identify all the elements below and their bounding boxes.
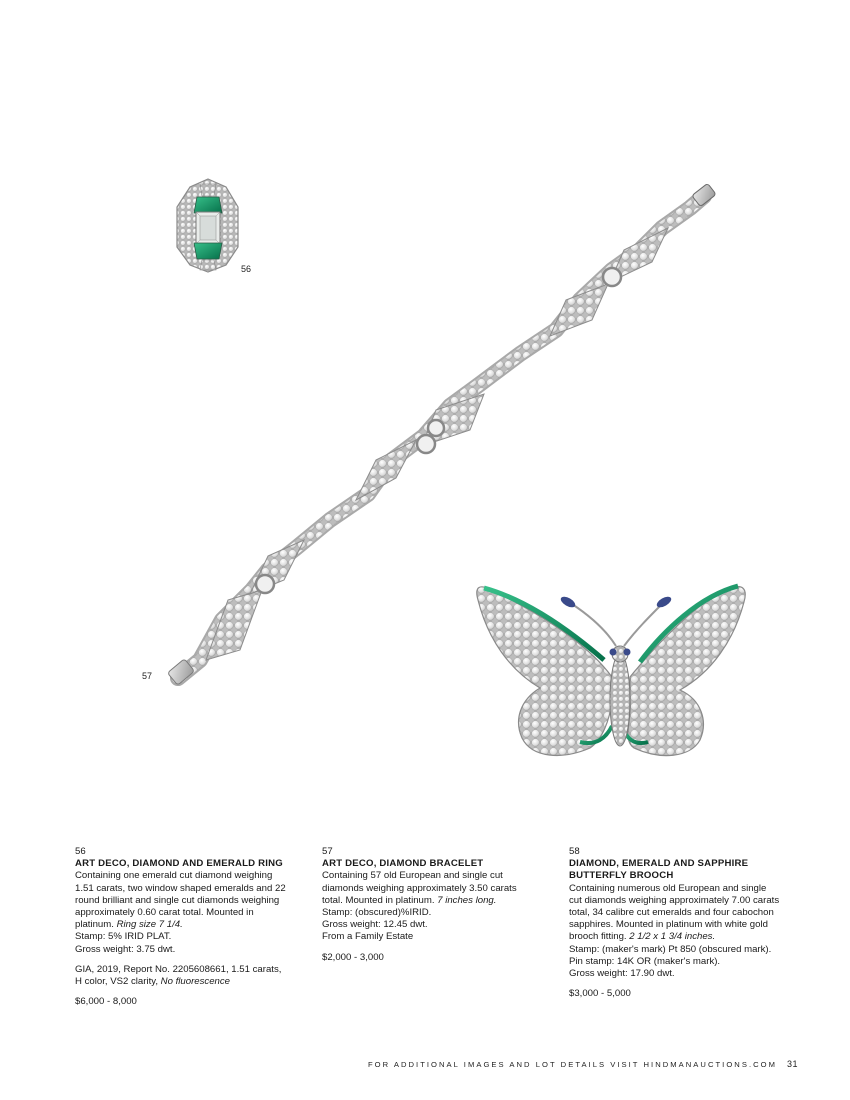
lot-note: H color, VS2 clarity, No fluorescence [75,976,230,988]
lot-estimate: $6,000 - 8,000 [75,996,137,1008]
lot-text-line: brooch fitting. 2 1/2 x 1 3/4 inches. [569,931,716,943]
lot-estimate: $2,000 - 3,000 [322,951,384,963]
lot-pin-stamp: Pin stamp: 14K OR (maker's mark). [569,955,721,967]
page-number: 31 [786,1059,798,1069]
lot-weight: Gross weight: 17.90 dwt. [569,968,675,980]
lot-text-line: sapphires. Mounted in platinum with white gold [569,919,768,931]
lot-stamp: Stamp: 5% IRID PLAT. [75,931,172,943]
lot-number: 56 [75,846,86,857]
lot-text-line: approximately 0.60 carat total. Mounted in [75,907,254,919]
lot-text-line: 1.51 carats, two window shaped emeralds and 22 [75,882,286,894]
lot-note: GIA, 2019, Report No. 2205608661, 1.51 carats, [75,963,282,975]
footer-text: FOR ADDITIONAL IMAGES AND LOT DETAILS VISIT HINDMANAUCTIONS.COM [367,1060,777,1069]
lot-text-line: total. Mounted in platinum. 7 inches long. [322,894,497,906]
lot-title: DIAMOND, EMERALD AND SAPPHIRE [569,858,749,870]
lot-text-line: platinum. Ring size 7 1/4. [75,919,183,931]
lot-stamp: Stamp: (maker's mark) Pt 850 (obscured mark). [569,943,772,955]
ring-figure-label: 56 [241,264,252,274]
lot-number: 57 [322,846,333,857]
lot-weight: Gross weight: 12.45 dwt. [322,919,428,931]
bracelet-photo [167,183,716,685]
bracelet-figure-label: 57 [142,671,153,681]
brooch-dimensions: 2 1/2 x 1 3/4 inches. [629,931,716,943]
lot-provenance: From a Family Estate [322,931,414,943]
lot-text-line: total, 34 calibre cut emeralds and four cabochon [569,907,774,919]
bracelet-length: 7 inches long. [437,894,497,906]
lot-56-description [75,846,315,1008]
lot-estimate: $3,000 - 5,000 [569,988,631,1000]
lot-text-line: cut diamonds weighing approximately 7.00 carats [569,894,780,906]
lot-title: ART DECO, DIAMOND AND EMERALD RING [75,858,283,870]
lot-stamp: Stamp: (obscured)%IRID. [322,907,432,919]
lot-number: 58 [569,846,580,857]
lot-text-line: round brilliant and single cut diamonds weighing [75,894,280,906]
ring-photo [177,179,238,272]
ring-size: Ring size 7 1/4. [116,919,183,931]
butterfly-brooch-photo [477,586,745,756]
lot-title: BUTTERFLY BROOCH [569,870,674,882]
lot-text-line: Containing one emerald cut diamond weighing [75,870,273,882]
lot-text-line: Containing 57 old European and single cut [322,870,503,882]
lot-text-line: diamonds weighing approximately 3.50 carats [322,882,517,894]
lot-text-line: Containing numerous old European and single [569,882,767,894]
lot-57-description [322,846,562,964]
page-footer [368,1059,798,1069]
lot-weight: Gross weight: 3.75 dwt. [75,943,176,955]
lot-title: ART DECO, DIAMOND BRACELET [322,858,484,870]
lot-58-description [569,846,809,1000]
